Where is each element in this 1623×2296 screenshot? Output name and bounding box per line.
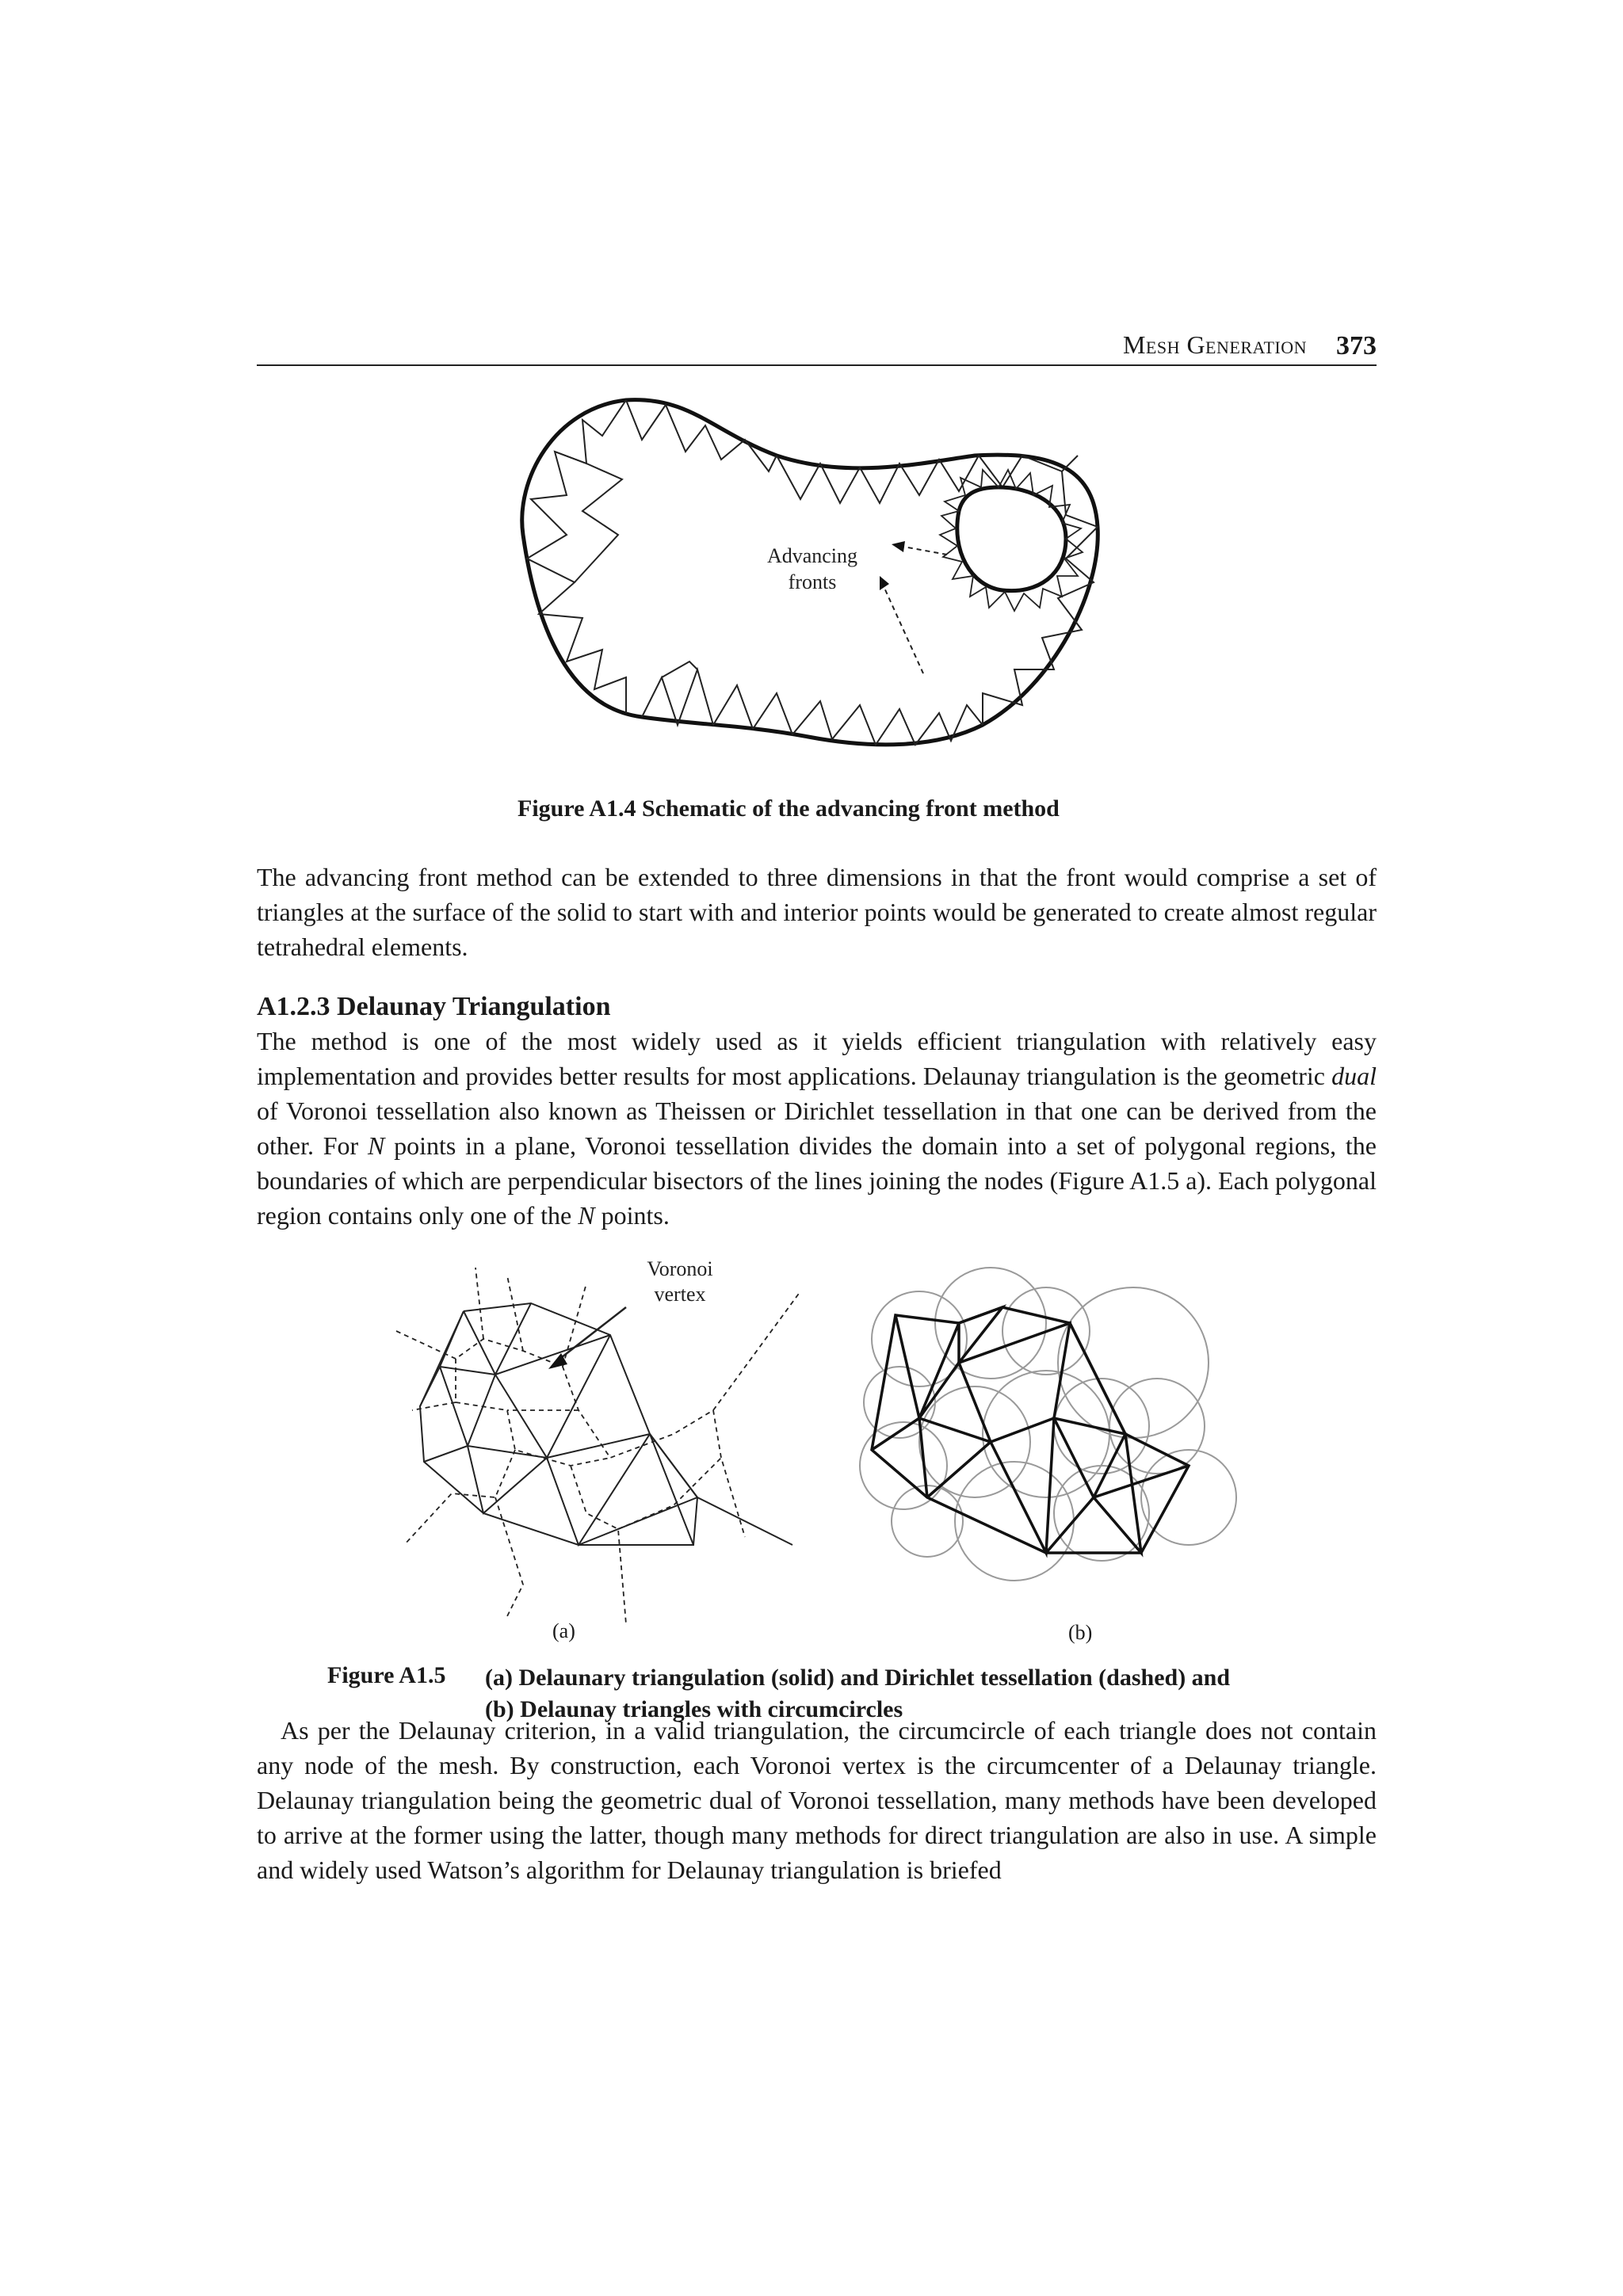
- paragraph-delaunay-intro: The method is one of the most widely used as it yields efficient triangulation with relatively easy implementation and provides better results for most applications. Delaunay triangulation is the geometric dual of Voronoi tessellation also known as Theissen or Dirichlet tessellation in that one can be derived from the other. For N points in a plane, Voronoi tessellation divides the domain into a set of polygonal regions, the boundaries of which are perpendicular bisectors of the lines joining the nodes (Figure A1.5 a). Each polygonal region contains only one of the N points.: [257, 1027, 1377, 1230]
- figure-a15b-diagram: [856, 1260, 1268, 1608]
- delaunay-triangulation-solid: [420, 1303, 792, 1545]
- paragraph-advancing-front-3d: The advancing front method can be extended to three dimensions in that the front would comprise a set of triangles at the surface of the solid to start with and interior points would be generated to create almost regular tetrahedral elements.: [257, 863, 1377, 961]
- running-head: [257, 331, 1377, 366]
- voronoi-vertex-pointer: [555, 1307, 626, 1363]
- voronoi-vertex-label: vertex: [654, 1283, 706, 1306]
- voronoi-vertex-label: Voronoi: [647, 1257, 713, 1280]
- section-heading: A1.2.3 Delaunay Triangulation: [257, 992, 611, 1021]
- subcaption-b: (b): [1068, 1621, 1093, 1644]
- delaunay-triangles: [872, 1307, 1189, 1553]
- advancing-fronts-label: fronts: [788, 570, 837, 593]
- italic-dual: dual: [1331, 1062, 1377, 1090]
- arrowhead: [892, 541, 905, 552]
- subcaption-a: (a): [552, 1619, 575, 1642]
- figure-a15-caption-number: Figure A1.5: [327, 1662, 446, 1688]
- italic-n: N: [367, 1131, 385, 1160]
- page-number: 373: [1336, 331, 1377, 360]
- figure-a15-caption-line: (b) Delaunay triangles with circumcircles: [485, 1696, 903, 1722]
- italic-n: N: [578, 1201, 595, 1230]
- figure-a14-diagram: [507, 376, 1109, 772]
- figure-a14-caption: Figure A1.4 Schematic of the advancing front method: [517, 795, 1060, 822]
- figure-a15a-diagram: [380, 1252, 808, 1648]
- figure-a15-caption-line: (a) Delaunary triangulation (solid) and Dirichlet tessellation (dashed) and: [485, 1665, 1231, 1691]
- advancing-fronts-label: Advancing: [766, 544, 858, 567]
- arrowhead: [880, 576, 889, 590]
- advancing-front-arrows: [884, 547, 947, 673]
- running-title: Mesh Generation: [1122, 330, 1307, 359]
- paragraph-delaunay-criterion: As per the Delaunay criterion, in a valid triangulation, the circumcircle of each triangle does not contain any node of the mesh. By construction, each Voronoi vertex is the circumcenter of a Delaunay triangle. Delaunay triangulation being the geometric dual of Voronoi tessellation, many methods have been developed to arrive at the former using the latter, though many methods for direct triangulation are also in use. A simple and widely used Watson’s algorithm for Delaunay triangulation is briefed: [257, 1716, 1377, 1884]
